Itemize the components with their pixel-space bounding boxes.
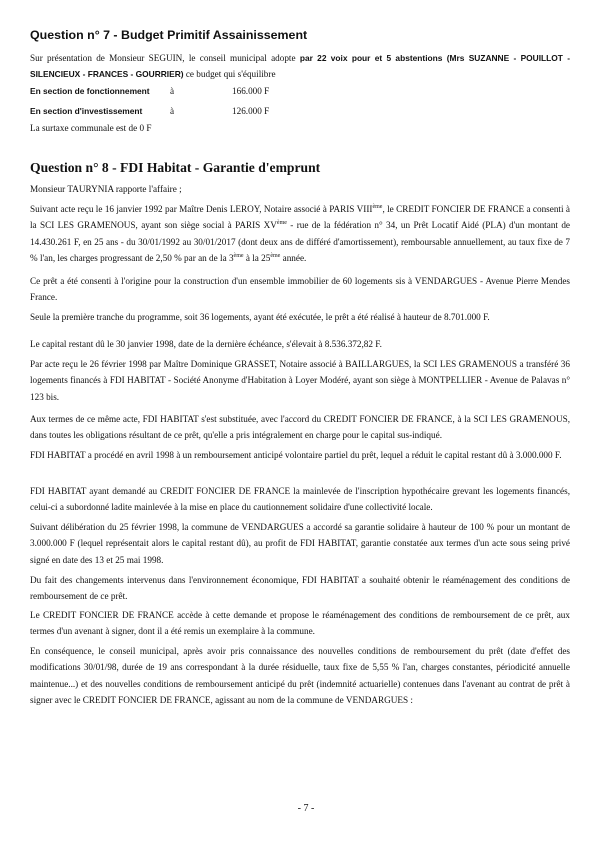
q7-investissement-amount: 126.000 F [232,106,270,116]
q7-fonctionnement-amount: 166.000 F [232,86,270,96]
q7-vote-result: par 22 voix pour et 5 abstentions (Mrs SUZANNE - POUILLOT - SILENCIEUX - FRANCES - GOURRIER) [30,53,570,80]
q8-paragraph-10: Du fait des changements intervenus dans l'environnement économique, FDI HABITAT a souhaité obtenir le réaménagement des conditions de remboursement de ce prêt. [30,575,570,602]
q8-paragraph-1 [30,201,570,266]
q8-paragraph-2: Ce prêt a été consenti à l'origine pour la construction d'un ensemble immobilier de 60 logements sis à VENDARGUES - Avenue Pierre Mendes France. [30,276,570,303]
q8-p1-text-b: , le CREDIT FONCIER DE FRANCE a consenti à la SCI LES GRAMENOUS, ayant son siège social à PARIS XV [30,204,570,231]
q8-paragraph-4: Le capital restant dû le 30 janvier 1998, date de la dernière échéance, s'élevait à 8.536.372,82 F. [30,339,382,349]
q8-p1-text-a: Suivant acte reçu le 16 janvier 1992 par Maître Denis LEROY, Notaire associé à PARIS VIII [30,204,373,214]
q8-p1-sup-1: ème [372,203,383,210]
page-number: - 7 - [297,803,315,814]
q7-investissement-label: En section d'investissement [30,106,143,116]
q8-paragraph-6: Aux termes de ce même acte, FDI HABITAT s'est substituée, avec l'accord du CREDIT FONCIER DE FRANCE, à la SCI LES GRAMENOUS, dans toutes les obligations résultant de ce prêt, qu'elle a pris intégralement en charge pour le capital sus-indiqué. [30,414,570,441]
q7-intro-text-c: ce budget qui s'équilibre [183,69,276,80]
q7-investissement-a: à [170,106,175,116]
q8-paragraph-8: FDI HABITAT ayant demandé au CREDIT FONCIER DE FRANCE la mainlevée de l'inscription hypothécaire grevant les logements financés, celui-ci a subordonné ladite mainlevée à la mise en place du cautionnement solidaire d'une collectivité locale. [30,486,570,513]
question-8-title: Question n° 8 - FDI Habitat - Garantie d'emprunt [30,160,321,175]
question-7-title: Question n° 7 - Budget Primitif Assainissement [30,28,308,42]
q8-p1-sup-2: ème [276,220,287,227]
q8-p1-text-e: année. [280,252,307,263]
q8-p1-text-c: - rue de la fédération n° 34, un Prêt Locatif Aidé (PLA) d'un montant de 14.430.261 F, en 25 ans - du 30/01/1992 au 30/01/2017 (dont deux ans de différé d'amortissement), remboursable annuellement, au taux fixe de 7 % l'an, les charges progressant de 2,50 % par an de la 3 [30,220,570,263]
q7-surtaxe: La surtaxe communale est de 0 F [30,123,152,133]
q8-p1-sup-4: ème [270,252,281,259]
q8-paragraph-5: Par acte reçu le 26 février 1998 par Maître Dominique GRASSET, Notaire associé à BAILLARGUES, la SCI LES GRAMENOUS a transféré 36 logements financés à FDI HABITAT - Société Anonyme d'Habitation à Loyer Modéré, ayant son siège à MONTPELLIER - Avenue de Palavas n° 123 bis. [30,359,570,402]
q8-paragraph-9: Suivant délibération du 25 février 1998, la commune de VENDARGUES a accordé sa garantie solidaire à hauteur de 100 % pour un montant de 3.000.000 F (lequel représentait alors le capital restant dû), au profit de FDI HABITAT, garantie constatée aux termes d'un acte sous seing privé signé en date des 13 et 25 mai 1998. [30,522,570,565]
q8-p1-text-d: à la 25 [243,252,271,263]
q7-fonctionnement-a: à [170,86,175,96]
q8-paragraph-3: Seule la première tranche du programme, soit 36 logements, ayant été exécutée, le prêt a été réalisé à hauteur de 8.701.000 F. [30,312,490,322]
q8-p1-sup-3: ème [233,252,244,259]
q8-paragraph-7: FDI HABITAT a procédé en avril 1998 à un remboursement anticipé volontaire partiel du prêt, lequel a réduit le capital restant dû à 3.000.000 F. [30,450,562,460]
q7-intro-text-a: Sur présentation de Monsieur SEGUIN, le conseil municipal adopte [30,53,300,63]
q7-fonctionnement-label: En section de fonctionnement [30,86,150,96]
q7-intro [30,50,570,83]
q8-rapport: Monsieur TAURYNIA rapporte l'affaire ; [30,184,182,194]
q8-paragraph-12: En conséquence, le conseil municipal, après avoir pris connaissance des nouvelles conditions de remboursement du prêt (date d'effet des modifications 30/01/98, durée de 19 ans correspondant à la durée résiduelle, taux fixe de 5,55 % l'an, charges constantes, périodicité annuelle maintenue...) et des nouvelles conditions de remboursement anticipé du prêt (indemnité actuarielle) contenues dans l'avenant au contrat de prêt à signer avec le CREDIT FONCIER DE FRANCE, agissant au nom de la commune de VENDARGUES : [30,646,570,705]
q8-paragraph-11: Le CREDIT FONCIER DE FRANCE accède à cette demande et propose le réaménagement des conditions de remboursement de ce prêt, aux termes d'un avenant à signer, dont il a été remis un exemplaire à la commune. [30,610,570,637]
